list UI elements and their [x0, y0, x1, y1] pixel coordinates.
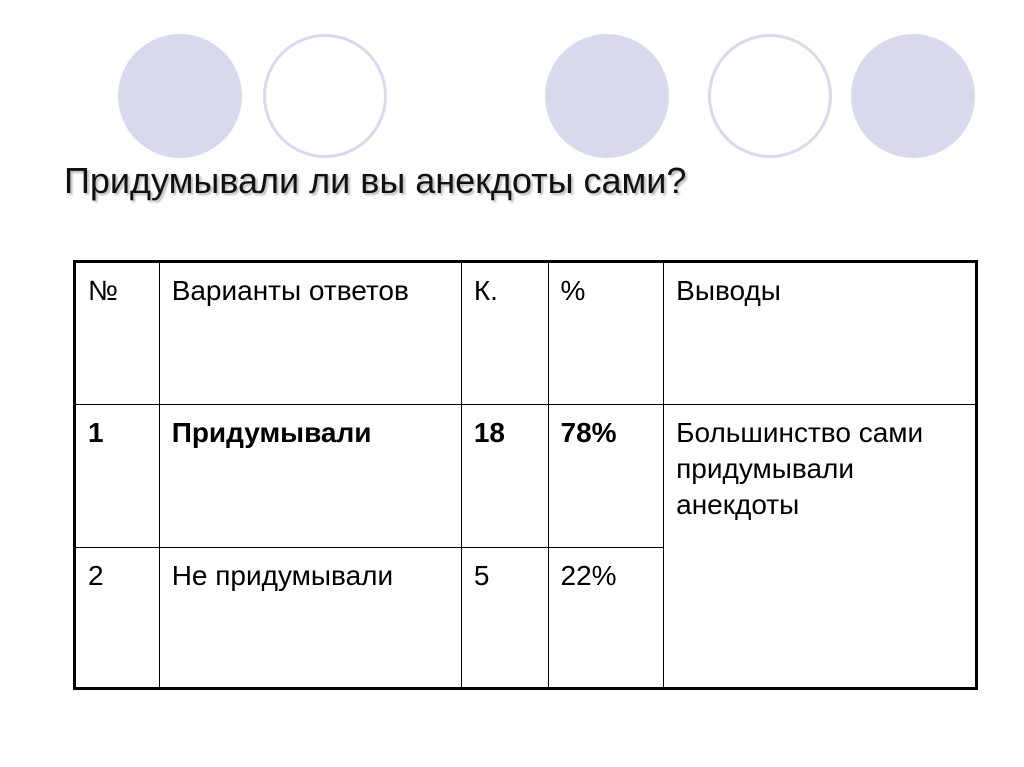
decor-circle-filled-1	[118, 34, 242, 158]
row-percent: 78%	[548, 405, 664, 548]
row-variant: Не придумывали	[159, 548, 461, 689]
results-table	[73, 260, 978, 690]
decor-circle-filled-3	[851, 34, 975, 158]
table-header-row	[75, 262, 977, 405]
row-variant: Придумывали	[159, 405, 461, 548]
header-percent: %	[548, 262, 664, 405]
decor-circle-filled-2	[545, 34, 669, 158]
row-number: 2	[75, 548, 160, 689]
conclusion-cell: Большинство сами придумывали анекдоты	[664, 405, 977, 689]
header-number: №	[75, 262, 160, 405]
header-variants: Варианты ответов	[159, 262, 461, 405]
decor-circle-outline-1	[263, 34, 387, 158]
row-count: 18	[461, 405, 548, 548]
table-row	[75, 405, 977, 548]
decor-circle-outline-2	[708, 34, 832, 158]
row-number: 1	[75, 405, 160, 548]
row-percent: 22%	[548, 548, 664, 689]
header-conclusions: Выводы	[664, 262, 977, 405]
slide-title: Придумывали ли вы анекдоты сами?	[64, 160, 687, 201]
row-count: 5	[461, 548, 548, 689]
header-count: К.	[461, 262, 548, 405]
